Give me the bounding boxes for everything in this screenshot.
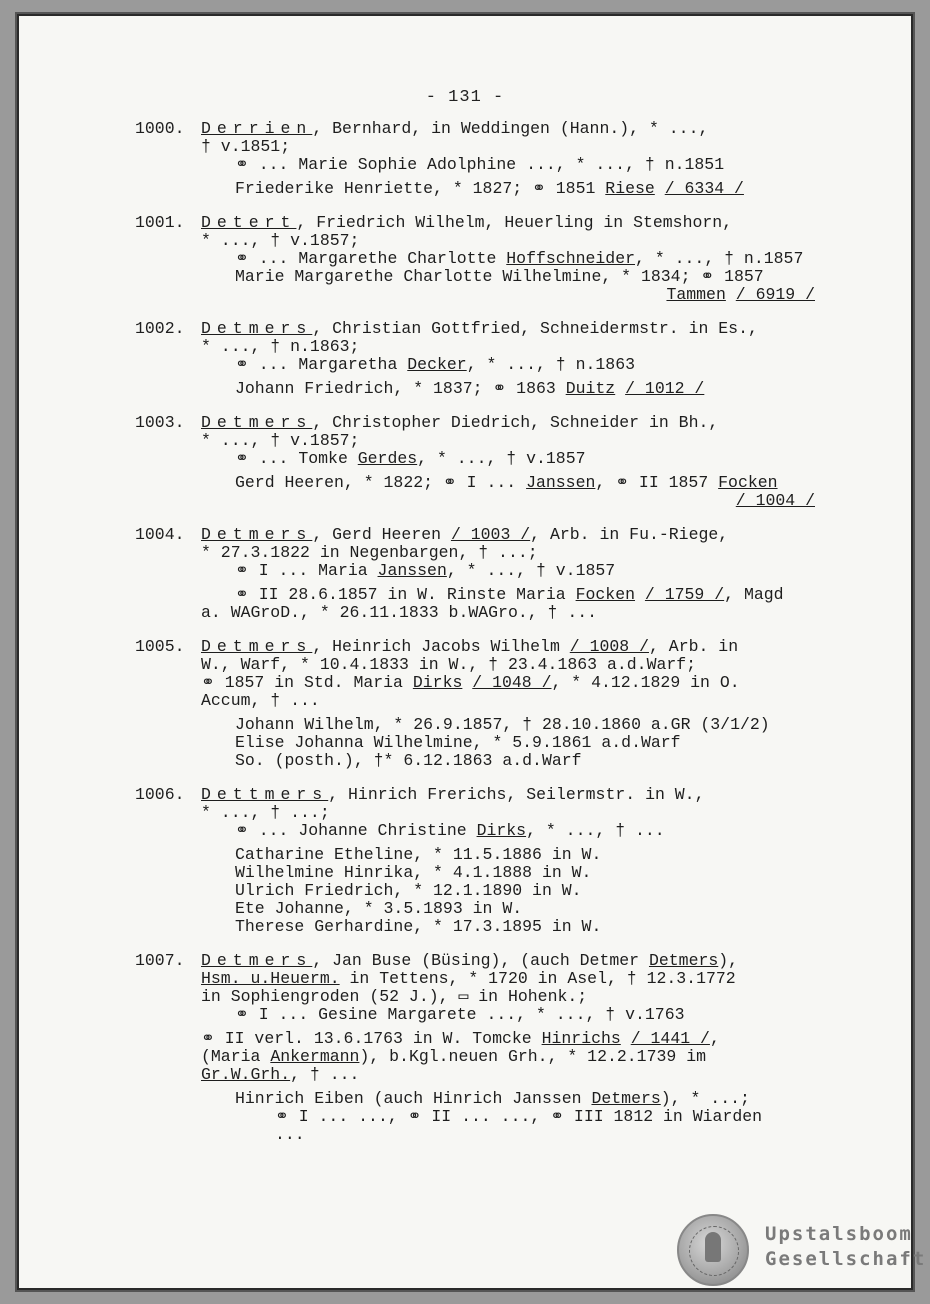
entry-line [135,716,855,734]
underlined-text: Decker [407,355,467,374]
entry-text: , * 4.12.1829 in O. [551,673,740,692]
entry-line [135,638,855,656]
entry-line [135,156,855,174]
underlined-text: Hsm. u.Heuerm. [201,969,340,988]
entry-line [135,268,855,286]
entry-text: W., Warf, * 10.4.1833 in W., † 23.4.1863 a.d.Warf; [201,655,697,674]
entry-number: 1001. [135,213,185,232]
entry-line [135,804,855,822]
entry-text [621,1029,631,1048]
underlined-text: Hoffschneider [506,249,636,268]
entry-text: † v.1851; [201,137,291,156]
entry-text: , Friedrich Wilhelm, Heuerling in Stemshorn, [296,213,733,232]
entry-text: Marie Margarethe Charlotte Wilhelmine, * 1834; ⚭ 1857 [235,267,764,286]
entry-line [135,450,855,468]
entry-text [655,179,665,198]
entry-text: ⚭ ... Tomke [235,449,358,468]
entry-text: Johann Wilhelm, * 26.9.1857, † 28.10.1860 a.GR (3/1/2) [235,715,770,734]
entry-text: , * ..., † v.1857 [417,449,586,468]
entry-line [135,786,855,804]
entry-text: in Tettens, * 1720 in Asel, † 12.3.1772 [339,969,736,988]
entry-text: , Hinrich Frerichs, Seilermstr. in W., [328,785,705,804]
entry-text: Hinrich Eiben (auch Hinrich Janssen [235,1089,592,1108]
entry-line [135,970,855,988]
entry-text: * ..., † v.1857; [201,431,360,450]
entry-text: ... [275,1125,305,1144]
entry-line [135,918,855,936]
entry-line [135,734,855,752]
underlined-text: Hinrichs [541,1029,621,1048]
entry-line [135,752,855,770]
entry-text: , Heinrich Jacobs Wilhelm [312,637,570,656]
entry-line [135,414,855,432]
underlined-text: / 1012 / [625,379,705,398]
entry-text: , † ... [290,1065,360,1084]
entry-text: ⚭ I ... ..., ⚭ II ... ..., ⚭ III 1812 in Wiarden [275,1107,763,1126]
entry-text: Ete Johanne, * 3.5.1893 in W. [235,899,523,918]
entry-line [135,380,855,398]
entry-text: , * ..., † n.1863 [466,355,636,374]
entry-text: , Arb. in Fu.-Riege, [530,525,729,544]
genealogy-entry [135,952,855,1144]
underlined-text: / 1048 / [472,673,552,692]
entry-line [135,474,855,492]
surname: Detmers [201,525,313,544]
entry-line [135,900,855,918]
entry-text: Ulrich Friedrich, * 12.1.1890 in W. [235,881,582,900]
entry-line [135,656,855,674]
entry-text: So. (posth.), †* 6.12.1863 a.d.Warf [235,751,582,770]
entry-text [635,585,645,604]
entry-text: * ..., † n.1863; [201,337,360,356]
underlined-text: / 1004 / [735,491,815,510]
entry-number: 1004. [135,525,185,544]
entry-line [135,1006,855,1024]
entry-text: , Christopher Diedrich, Schneider in Bh., [312,413,719,432]
entry-line [135,180,855,198]
underlined-text: Ankermann [270,1047,360,1066]
entry-line [135,492,855,510]
document-page [17,14,927,1290]
surname: Derrien [201,119,313,138]
entry-line [135,882,855,900]
entry-line [135,1066,855,1084]
entry-text: a. WAGroD., * 26.11.1833 b.WAGro., † ... [201,603,598,622]
seal-icon [677,1214,749,1286]
underlined-text: Gerdes [357,449,418,468]
underlined-text: Janssen [377,561,447,580]
society-logo [677,1214,927,1284]
entry-line [135,692,855,710]
entry-text: ⚭ I ... Maria [235,561,378,580]
entry-text: ⚭ II verl. 13.6.1763 in W. Tomcke [201,1029,542,1048]
entry-text: (Maria [201,1047,271,1066]
surname: Detert [201,213,297,232]
surname: Detmers [201,413,313,432]
surname: Detmers [201,951,313,970]
entry-line [135,562,855,580]
society-name [765,1222,926,1272]
entry-number: 1002. [135,319,185,338]
entry-text: , * ..., † n.1857 [635,249,804,268]
logo-line-1: Upstalsboom [765,1223,913,1245]
underlined-text: Focken [575,585,636,604]
entry-text: , * ..., † v.1857 [446,561,616,580]
entry-line [135,432,855,450]
entry-text: ⚭ I ... Gesine Margarete ..., * ..., † v.1763 [235,1005,685,1024]
entry-line [135,864,855,882]
entry-text: , * ..., † ... [526,821,665,840]
entry-line [135,1126,855,1144]
entry-text: Therese Gerhardine, * 17.3.1895 in W. [235,917,602,936]
entry-text: ), * ...; [660,1089,750,1108]
genealogy-entry [135,320,855,398]
entry-text: , ⚭ II 1857 [595,473,719,492]
entry-text: , Magd [724,585,784,604]
underlined-text: Detmers [648,951,719,970]
entry-text: * 27.3.1822 in Negenbargen, † ...; [201,543,538,562]
underlined-text: Dirks [476,821,527,840]
underlined-text: / 1008 / [569,637,649,656]
entry-number: 1007. [135,951,185,970]
entry-text: Wilhelmine Hinrika, * 4.1.1888 in W. [235,863,592,882]
entry-text: * ..., † v.1857; [201,231,360,250]
entry-line [135,214,855,232]
entry-text: ⚭ ... Margaretha [235,355,408,374]
surname: Detmers [201,637,313,656]
underlined-text: Detmers [591,1089,661,1108]
surname: Detmers [201,319,313,338]
entry-line [135,338,855,356]
entry-text: ⚭ ... Marie Sophie Adolphine ..., * ..., † n.1851 [235,155,725,174]
entry-text: Accum, † ... [201,691,320,710]
entry-line [135,1108,855,1126]
entry-line [135,120,855,138]
genealogy-entry [135,120,855,198]
entry-line [135,286,855,304]
entry-text: , Gerd Heeren [312,525,451,544]
entry-text: , Bernhard, in Weddingen (Hann.), * ..., [312,119,709,138]
entry-text: ), [718,951,739,970]
entry-text [615,379,625,398]
underlined-text: Gr.W.Grh. [201,1065,291,1084]
entry-text: * ..., † ...; [201,803,330,822]
entry-line [135,822,855,840]
underlined-text: Focken [718,473,778,492]
underlined-text: / 1759 / [644,585,725,604]
entry-line [135,1048,855,1066]
genealogy-entry [135,414,855,510]
entry-text: in Sophiengroden (52 J.), ▭ in Hohenk.; [201,987,588,1006]
entry-number: 1000. [135,119,185,138]
entry-line [135,250,855,268]
entry-text: Johann Friedrich, * 1837; ⚭ 1863 [235,379,566,398]
underlined-text: Tammen [666,285,726,304]
entry-text [726,285,736,304]
entry-line [135,544,855,562]
genealogy-entry [135,526,855,622]
entry-line [135,952,855,970]
entry-line [135,604,855,622]
entry-line [135,846,855,864]
entry-text: , Christian Gottfried, Schneidermstr. in Es., [312,319,758,338]
entry-line [135,526,855,544]
underlined-text: Riese [605,179,655,198]
entry-text: Friederike Henriette, * 1827; ⚭ 1851 [235,179,606,198]
entry-line [135,138,855,156]
entry-text: Elise Johanna Wilhelmine, * 5.9.1861 a.d.Warf [235,733,681,752]
entry-line [135,1030,855,1048]
entry-line [135,232,855,250]
entry-line [135,988,855,1006]
entry-text: ⚭ ... Johanne Christine [235,821,477,840]
entry-text: , Jan Buse (Büsing), (auch Detmer [312,951,649,970]
underlined-text: / 6919 / [735,285,815,304]
genealogy-entry [135,214,855,304]
surname: Dettmers [201,785,329,804]
entries-list [135,120,855,1160]
entry-text [462,673,472,692]
entry-text: ), b.Kgl.neuen Grh., * 12.2.1739 im [359,1047,706,1066]
entry-number: 1003. [135,413,185,432]
underlined-text: Duitz [565,379,616,398]
entry-line [135,356,855,374]
logo-line-2: Gesellschaft [765,1248,927,1270]
entry-number: 1005. [135,637,185,656]
entry-line [135,1090,855,1108]
entry-text: ⚭ 1857 in Std. Maria [201,673,413,692]
entry-line [135,320,855,338]
entry-text: ⚭ ... Margarethe Charlotte [235,249,507,268]
underlined-text: Janssen [526,473,596,492]
entry-text: , [709,1029,720,1048]
underlined-text: Dirks [412,673,463,692]
underlined-text: / 1441 / [630,1029,710,1048]
entry-line [135,586,855,604]
entry-line [135,674,855,692]
underlined-text: / 6334 / [664,179,744,198]
entry-text: ⚭ II 28.6.1857 in W. Rinste Maria [235,585,576,604]
entry-number: 1006. [135,785,185,804]
genealogy-entry [135,638,855,770]
underlined-text: / 1003 / [450,525,531,544]
entry-text: , Arb. in [648,637,739,656]
entry-text: Catharine Etheline, * 11.5.1886 in W. [235,845,602,864]
genealogy-entry [135,786,855,936]
page-number: - 131 - [425,88,505,107]
entry-text: Gerd Heeren, * 1822; ⚭ I ... [235,473,527,492]
